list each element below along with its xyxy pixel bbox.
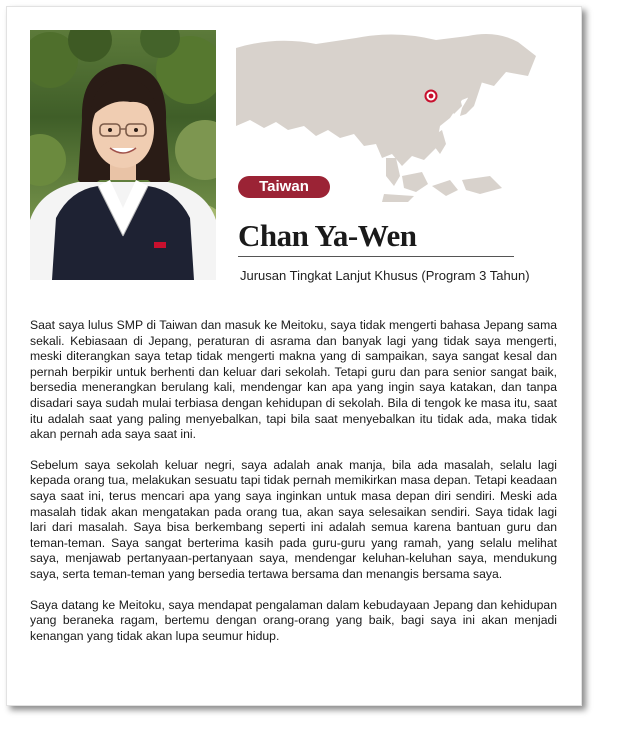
student-name: Chan Ya-Wen [238,218,417,253]
java-landmass [382,194,414,202]
borneo-landmass [402,172,428,192]
student-portrait-illustration [30,30,216,280]
program-label: Jurusan Tingkat Lanjut Khusus (Program 3 Tahun) [240,268,530,283]
peninsula-landmass [386,158,400,186]
sulawesi-landmass [432,180,458,196]
paragraph: Sebelum saya sekolah keluar negri, saya adalah anak manja, bila ada masalah, selalu lagi kepada orang tua, melakukan sesuatu tapi tidak pernah memikirkan masa depan. Tetapi keadaan saya saat ini, terus mencari apa yang saya inginkan untuk masa depan diri sendiri. Meski ada masalah tidak akan mengatakan pada orang tua, akan saya selesaikan sendiri. Saya tidak lagi lari dari masalah. Saya bisa berkembang seperti ini adalah semua karena bantuan guru dan teman-teman. Saya sangat berterima kasih pada guru-guru yang ramah, yang selalu melihat saya, menjawab pertanyaan-pertanyaan saya, mendengar keluhan-keluhan saya, mendukung saya, serta teman-teman yang bersedia tertawa bersama dan menangis bersama saya. [30,457,557,581]
country-badge: Taiwan [238,176,330,198]
paragraph: Saat saya lulus SMP di Taiwan dan masuk ke Meitoku, saya tidak mengerti bahasa Jepang sama sekali. Kebiasaan di Jepang, peraturan di asrama dan banyak lagi yang tidak saya mengerti, meski diterangkan saya tetap tidak mengerti makna yang di sampaikan, saya sangat kesal dan pernah berpikir untuk berhenti dan keluar dari sekolah. Tetapi guru dan para senior sangat baik, bersedia menerangkan berulang kali, mendengar kan apa yang ingin saya katakan, dan tanpa disadari saya sudah mulai terbiasa dengan kehidupan di sekolah. Bila di tengok ke masa itu, saat itu adalah saat yang paling menyebalkan, tapi bila saat menyebalkan itu tidak ada, maka tidak akan pernah ada saya saat ini. [30,318,557,442]
mainland-landmass [236,34,536,166]
student-photo [30,30,216,280]
testimonial-text [30,318,557,659]
paragraph: Saya datang ke Meitoku, saya mendapat pengalaman dalam kebudayaan Jepang dan kehidupan yang beraneka ragam, bertemu dengan orang-orang yang baik, bagi saya ini akan menjadi kenangan yang tidak akan lupa seumur hidup. [30,597,557,643]
new-guinea-landmass [462,176,502,194]
name-divider [238,256,514,257]
